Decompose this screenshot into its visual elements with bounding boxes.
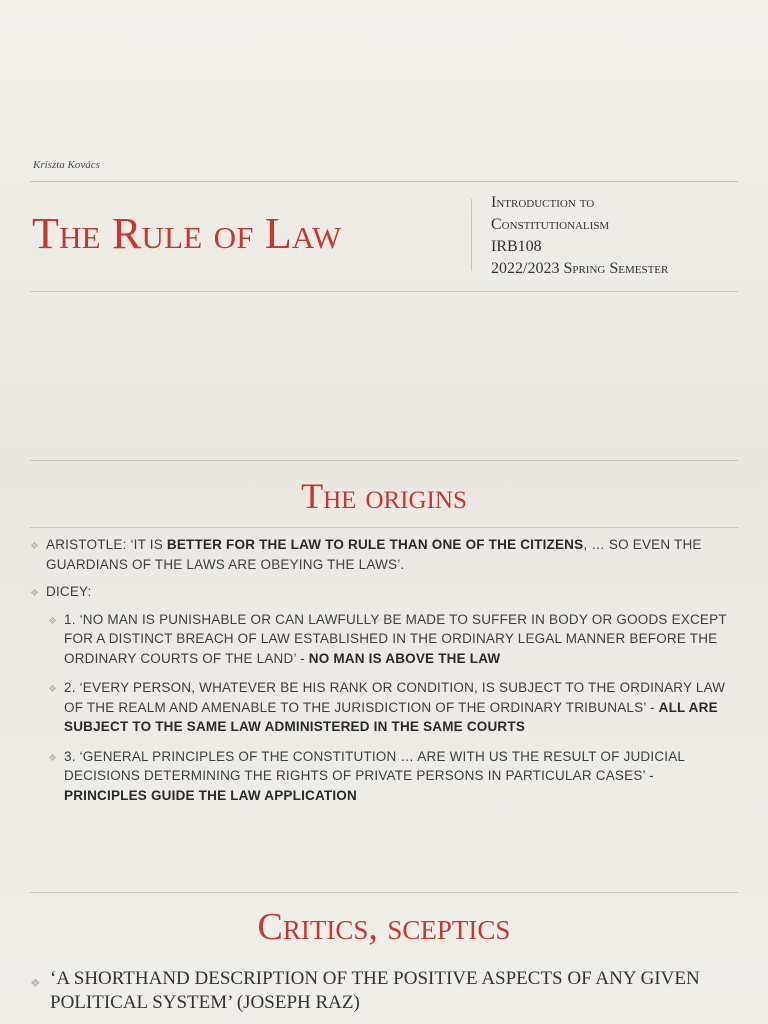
bullet-dicey <box>30 582 740 602</box>
bullet-emphasis: PRINCIPLES GUIDE THE LAW APPLICATION <box>64 787 357 803</box>
bullet-text: 3. ‘GENERAL PRINCIPLES OF THE CONSTITUTION … ARE WITH US THE RESULT OF JUDICIAL DECISIONS DETERMINING THE RIGHTS OF PRIVATE PERSONS IN PARTICULAR CASES’ - <box>64 748 685 783</box>
top-divider <box>30 181 738 182</box>
origins-bullet-list <box>30 535 740 815</box>
course-name-line1: Introduction to <box>491 194 595 211</box>
bullet-text: DICEY: <box>46 584 92 599</box>
author-name: Kriszta Kovács <box>33 159 100 171</box>
bullet-diamond-icon: ❖ <box>48 615 58 627</box>
heading-top-rule <box>30 460 738 461</box>
bullet-diamond-icon: ❖ <box>48 684 58 695</box>
bullet-emphasis: ALL ARE SUBJECT TO THE SAME LAW ADMINISTERED IN THE SAME COURTS <box>64 699 718 734</box>
heading-top-rule <box>30 892 738 893</box>
bullet-emphasis: NO MAN IS ABOVE THE LAW <box>308 650 501 666</box>
bullet-diamond-icon: ❖ <box>30 541 40 552</box>
bullet-diamond-icon: ❖ <box>30 588 40 599</box>
term-semester: Spring Semester <box>563 260 669 277</box>
heading-bottom-rule <box>30 527 738 528</box>
critics-bullet-list <box>30 967 740 1015</box>
bullet-text: 2. ‘EVERY PERSON, WHATEVER BE HIS RANK OR CONDITION, IS SUBJECT TO THE ORDINARY LAW OF THE REALM AND AMENABLE TO THE JURISDICTION OF THE ORDINARY TRIBUNALS’ - <box>64 680 726 715</box>
presentation-title: The Rule of Law <box>32 209 342 258</box>
bullet-text-tail: , … SO EVEN THE GUARDIANS OF THE LAWS ARE OBEYING THE LAWS’. <box>46 537 702 572</box>
bullet-aristotle <box>30 535 740 574</box>
term-year: 2022/2023 <box>491 260 560 277</box>
bullet-diamond-icon: ❖ <box>48 752 58 764</box>
sub-bullet-1 <box>30 610 740 669</box>
slide-heading: Critics, sceptics <box>257 906 511 948</box>
critics-slide <box>0 895 768 1024</box>
course-term <box>491 258 668 280</box>
bullet-text: ARISTOTLE: ‘IT IS <box>46 537 167 552</box>
slide-heading: The origins <box>301 476 467 516</box>
bullet-emphasis: BETTER FOR THE LAW TO RULE THAN ONE OF THE CITIZENS <box>166 537 584 552</box>
course-name-line2: Constitutionalism <box>491 216 610 233</box>
bullet-diamond-icon: ❖ <box>30 976 41 990</box>
bullet-text: 1. ‘NO MAN IS PUNISHABLE OR CAN LAWFULLY BE MADE TO SUFFER IN BODY OR GOODS EXCEPT FOR A DISTINCT BREACH OF LAW ESTABLISHED IN THE ORDINARY LEGAL MANNER BEFORE THE ORDINARY COURTS OF THE LAND’ - <box>64 611 727 666</box>
sub-bullet-3 <box>30 747 740 806</box>
bottom-divider <box>30 291 738 292</box>
course-code: IRB108 <box>491 238 542 255</box>
origins-slide <box>0 455 768 895</box>
bullet-raz <box>30 967 740 1015</box>
bullet-text: ‘A SHORTHAND DESCRIPTION OF THE POSITIVE ASPECTS OF ANY GIVEN POLITICAL SYSTEM’ (JOSEPH RAZ) <box>50 968 700 1013</box>
title-slide <box>0 0 768 455</box>
vertical-divider <box>471 199 472 271</box>
course-info <box>491 192 668 280</box>
sub-bullet-2 <box>30 678 740 737</box>
